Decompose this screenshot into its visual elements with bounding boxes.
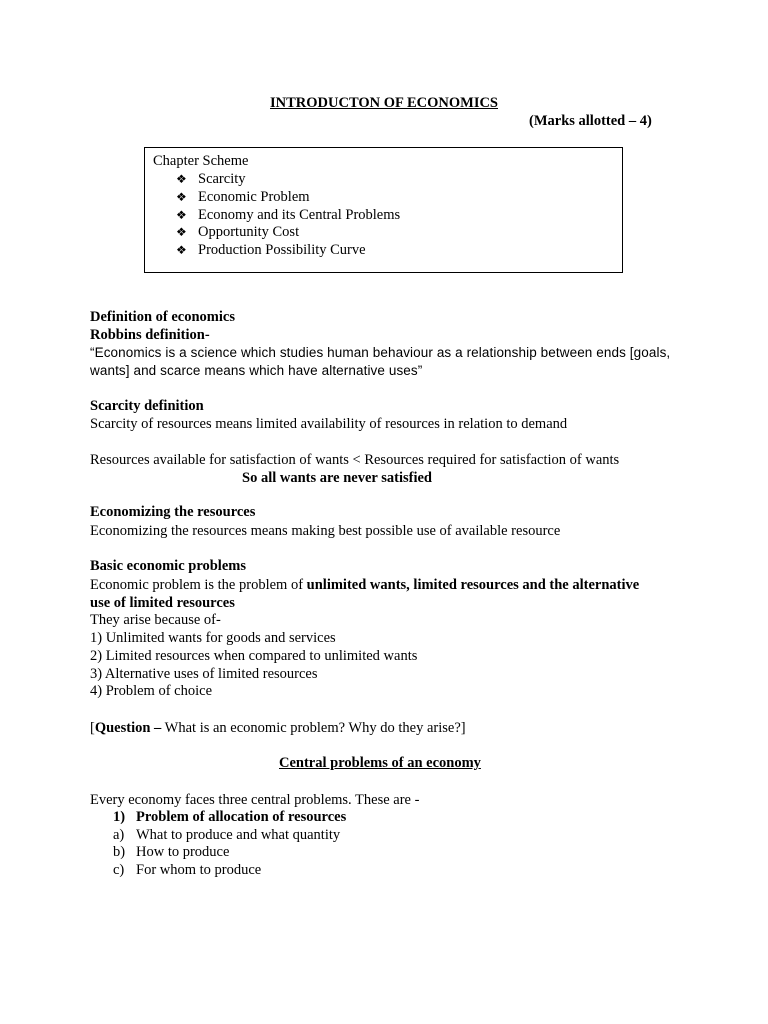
- robbins-quote-line: “Economics is a science which studies human behaviour as a relationship between ends [goals,: [90, 345, 671, 360]
- basic-problems-intro-cont: use of limited resources: [90, 595, 235, 611]
- chapter-scheme-heading: Chapter Scheme: [153, 153, 249, 169]
- economizing-text: Economizing the resources means making best possible use of available resource: [90, 523, 561, 539]
- basic-problems-heading: Basic economic problems: [90, 558, 246, 574]
- reason-item: 3) Alternative uses of limited resources: [90, 666, 318, 682]
- reason-item: 2) Limited resources when compared to unlimited wants: [90, 648, 418, 664]
- central-item-title: Problem of allocation of resources: [136, 809, 347, 825]
- definition-heading: Definition of economics: [90, 309, 235, 325]
- scarcity-relation: Resources available for satisfaction of wants < Resources required for satisfaction of wants: [90, 452, 620, 468]
- diamond-bullet-icon: ❖: [176, 190, 187, 204]
- robbins-quote-line: wants] and scarce means which have alternative uses”: [90, 363, 423, 378]
- page-title: INTRODUCTON OF ECONOMICS: [270, 95, 498, 111]
- scheme-item: Scarcity: [198, 171, 246, 187]
- marks-allotted: (Marks allotted – 4): [529, 113, 652, 129]
- question-line: [90, 719, 466, 737]
- central-item-number: 1): [113, 809, 126, 825]
- intro-bold-text: unlimited wants, limited resources and the alternative: [306, 577, 640, 593]
- question-open-bracket: [: [90, 720, 95, 736]
- arise-text: They arise because of-: [90, 612, 221, 628]
- question-label: Question –: [94, 720, 162, 736]
- robbins-heading: Robbins definition-: [90, 327, 210, 343]
- subitem-marker: a): [113, 827, 125, 843]
- diamond-bullet-icon: ❖: [176, 225, 187, 239]
- subitem-text: How to produce: [136, 844, 230, 860]
- economizing-heading: Economizing the resources: [90, 504, 256, 520]
- scarcity-heading: Scarcity definition: [90, 398, 204, 414]
- central-intro: Every economy faces three central problems. These are -: [90, 792, 420, 808]
- scarcity-conclusion: So all wants are never satisfied: [242, 470, 432, 486]
- reason-item: 4) Problem of choice: [90, 683, 213, 699]
- scheme-item: Economic Problem: [198, 189, 310, 205]
- scheme-item: Opportunity Cost: [198, 224, 300, 240]
- subitem-text: What to produce and what quantity: [136, 827, 341, 843]
- intro-plain-text: Economic problem is the problem of: [90, 577, 307, 593]
- central-problems-heading: Central problems of an economy: [279, 755, 481, 771]
- diamond-bullet-icon: ❖: [176, 172, 187, 186]
- subitem-text: For whom to produce: [136, 862, 262, 878]
- diamond-bullet-icon: ❖: [176, 208, 187, 222]
- subitem-marker: b): [113, 844, 126, 860]
- reason-item: 1) Unlimited wants for goods and services: [90, 630, 336, 646]
- basic-problems-intro: [90, 576, 639, 594]
- diamond-bullet-icon: ❖: [176, 243, 187, 257]
- question-text: What is an economic problem? Why do they arise?]: [161, 720, 466, 736]
- subitem-marker: c): [113, 862, 125, 878]
- scarcity-text: Scarcity of resources means limited availability of resources in relation to demand: [90, 416, 568, 432]
- scheme-item: Production Possibility Curve: [198, 242, 366, 258]
- scheme-item: Economy and its Central Problems: [198, 207, 401, 223]
